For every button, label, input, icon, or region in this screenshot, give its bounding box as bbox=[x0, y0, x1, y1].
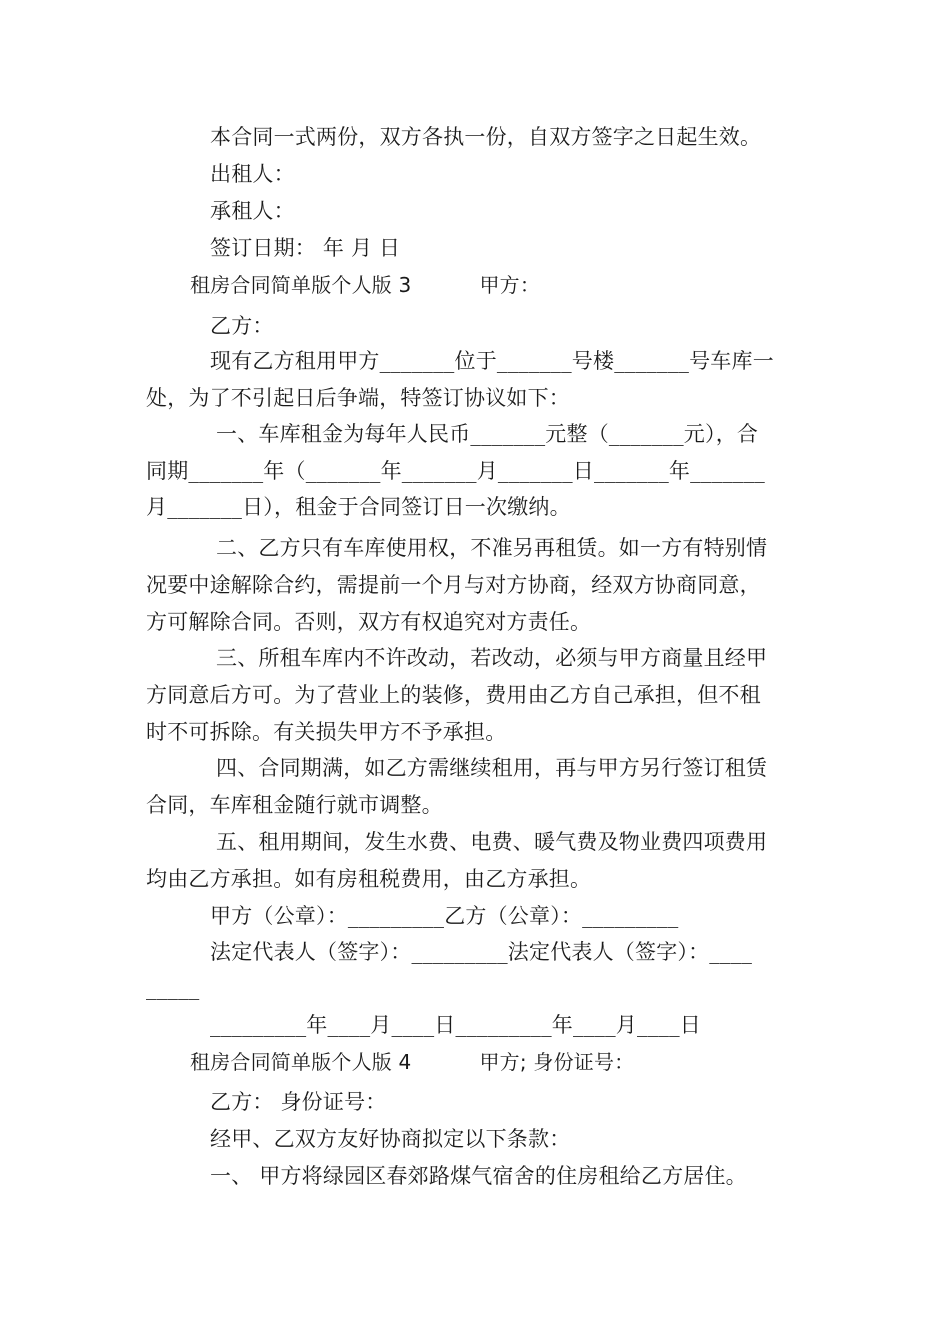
clause-3-line-2: 方同意后方可。为了营业上的装修，费用由乙方自己承担，但不租 bbox=[146, 683, 761, 707]
contract-3-heading bbox=[190, 272, 540, 298]
clause-5-line-2: 均由乙方承担。如有房租税费用，由乙方承担。 bbox=[146, 867, 592, 891]
contract-4-party-a: 甲方; 身份证号： bbox=[479, 1050, 635, 1074]
clause-1-line-2: 同期_______年（_______年_______月_______日_______年_______ bbox=[146, 459, 765, 483]
paragraph-intro-2: 处，为了不引起日后争端，特签订协议如下： bbox=[146, 386, 570, 410]
lessor-label: 出租人： bbox=[210, 162, 295, 186]
clause-3-line-3: 时不可拆除。有关损失甲方不予承担。 bbox=[146, 720, 507, 744]
contract-4-clause-1: 一、 甲方将绿园区春郊路煤气宿舍的住房租给乙方居住。 bbox=[210, 1164, 747, 1188]
clause-2-line-1: 二、乙方只有车库使用权，不准另再租赁。如一方有特别情 bbox=[216, 536, 768, 560]
contract-3-party-a: 甲方： bbox=[479, 273, 541, 297]
clause-3-line-1: 三、所租车库内不许改动，若改动，必须与甲方商量且经甲 bbox=[216, 646, 768, 670]
legal-rep-line-wrap: _____ bbox=[146, 976, 200, 1000]
party-b-id-line: 乙方： 身份证号： bbox=[210, 1090, 387, 1114]
contract-3-title: 租房合同简单版个人版 3 bbox=[190, 273, 412, 297]
contract-4-heading bbox=[190, 1049, 634, 1075]
agreement-intro: 经甲、乙双方友好协商拟定以下条款： bbox=[210, 1127, 571, 1151]
contract-4-title: 租房合同简单版个人版 4 bbox=[190, 1050, 412, 1074]
signing-date: 签订日期： 年 月 日 bbox=[210, 236, 401, 260]
paragraph-intro-1: 现有乙方租用甲方_______位于_______号楼_______号车库一 bbox=[210, 349, 774, 373]
clause-1-line-1: 一、车库租金为每年人民币_______元整（_______元），合 bbox=[216, 422, 759, 446]
lessee-label: 承租人： bbox=[210, 199, 295, 223]
paragraph-effective: 本合同一式两份，双方各执一份，自双方签字之日起生效。 bbox=[210, 125, 762, 149]
legal-rep-line: 法定代表人（签字）：_________法定代表人（签字）：____ bbox=[210, 940, 753, 964]
party-b-label: 乙方： bbox=[210, 314, 274, 338]
clause-2-line-2: 况要中途解除合约，需提前一个月与对方协商，经双方协商同意， bbox=[146, 573, 761, 597]
clause-1-line-3: 月_______日），租金于合同签订日一次缴纳。 bbox=[146, 495, 571, 519]
clause-4-line-1: 四、合同期满，如乙方需继续租用，再与甲方另行签订租赁 bbox=[216, 756, 768, 780]
clause-5-line-1: 五、租用期间，发生水费、电费、暖气费及物业费四项费用 bbox=[216, 830, 768, 854]
seal-line: 甲方（公章）：_________乙方（公章）：_________ bbox=[210, 904, 679, 928]
clause-4-line-2: 合同，车库租金随行就市调整。 bbox=[146, 793, 443, 817]
clause-2-line-3: 方可解除合同。否则，双方有权追究对方责任。 bbox=[146, 610, 592, 634]
sign-date-line: _________年____月____日_________年____月____日 bbox=[210, 1013, 701, 1037]
